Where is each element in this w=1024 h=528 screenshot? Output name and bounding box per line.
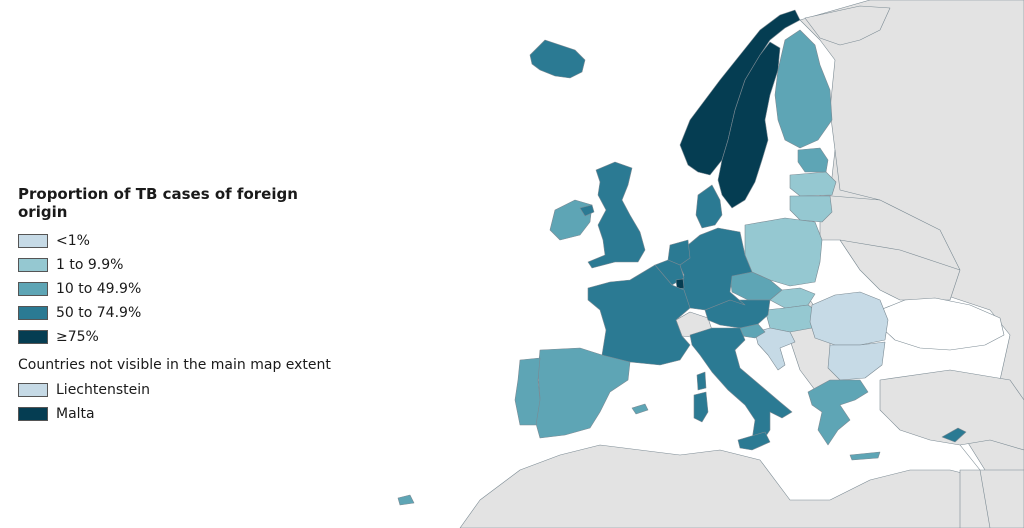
legend-label: 1 to 9.9% [56,257,124,273]
legend-swatch [18,330,48,344]
legend-label: ≥75% [56,329,99,345]
legend-label: <1% [56,233,90,249]
country-corsica [697,372,706,390]
legend-swatch [18,234,48,248]
legend-title: Proportion of TB cases of foreign origin [18,185,298,221]
legend-label: 50 to 74.9% [56,305,142,321]
legend-label: Liechtenstein [56,382,151,398]
legend-not-visible-title: Countries not visible in the main map extent [18,357,331,373]
country-latvia [790,172,836,196]
country-hungary [765,305,818,332]
legend-item [18,378,338,402]
legend-item [18,301,338,325]
legend-swatch [18,282,48,296]
legend-item [18,253,338,277]
legend-item [18,277,338,301]
legend-item [18,402,338,426]
legend-swatch [18,407,48,421]
legend-item [18,229,338,253]
legend-item [18,325,338,349]
legend-label: Malta [56,406,95,422]
map-legend [18,185,338,426]
legend-swatch [18,258,48,272]
legend-swatch [18,306,48,320]
caspian-region-land [960,470,1024,528]
legend-swatch [18,383,48,397]
legend-label: 10 to 49.9% [56,281,142,297]
